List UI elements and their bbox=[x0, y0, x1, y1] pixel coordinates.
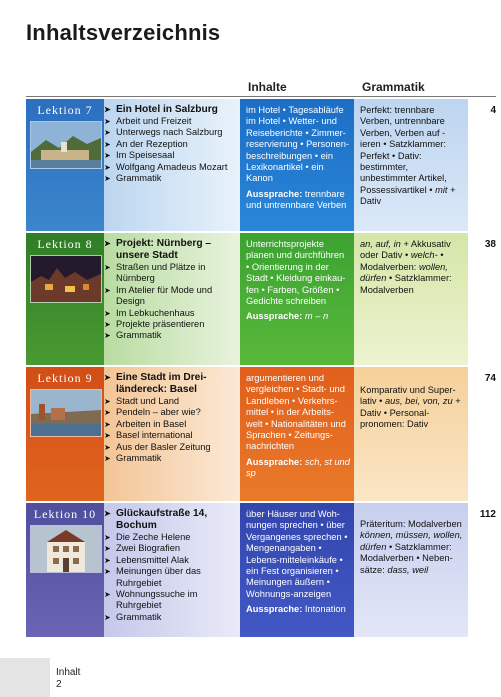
lesson-label: Lektion 7 bbox=[37, 103, 93, 117]
grammatik-text: Perfekt: trennbare Verben, untrennbare Verben, Verben auf -ieren • Satzklammer: Perfekt • Dativ: bestimmter, unbestimmter Artikel, Possessivartikel • bbox=[360, 105, 447, 195]
header-rule bbox=[26, 96, 496, 97]
topic-item: ➤ Basel international bbox=[104, 430, 193, 441]
lesson-row-8 bbox=[26, 233, 496, 365]
lesson-row-7 bbox=[26, 99, 496, 231]
arrow-icon: ➤ bbox=[104, 239, 111, 248]
lesson-heading: ➤ Ein Hotel in Salzburg bbox=[104, 104, 218, 115]
column-header-grammatik: Grammatik bbox=[362, 80, 425, 94]
arrow-icon: ➤ bbox=[104, 308, 111, 318]
arrow-icon: ➤ bbox=[104, 397, 111, 406]
topic-item: ➤ Grammatik bbox=[104, 453, 162, 464]
arrow-icon: ➤ bbox=[104, 509, 111, 518]
lesson-topics bbox=[104, 99, 240, 231]
lesson-photo bbox=[30, 389, 102, 437]
topic-item: ➤ Unterwegs nach Salzburg bbox=[104, 127, 223, 138]
grammatik-cell bbox=[354, 367, 468, 501]
aussprache: Aussprache: trennbare und untrennbare Verben bbox=[246, 188, 347, 211]
arrow-icon: ➤ bbox=[104, 139, 111, 149]
topic-item: ➤ Arbeit und Freizeit bbox=[104, 116, 192, 126]
topic-item: ➤ Wolfgang Amadeus Mozart bbox=[104, 161, 228, 172]
arrow-icon: ➤ bbox=[104, 174, 111, 184]
arrow-icon: ➤ bbox=[104, 162, 111, 172]
arrow-icon: ➤ bbox=[104, 373, 111, 382]
arrow-icon: ➤ bbox=[104, 285, 111, 295]
aussprache: Aussprache: sch, st und sp bbox=[246, 456, 350, 479]
arrow-icon: ➤ bbox=[104, 117, 111, 126]
page-title: Inhaltsverzeichnis bbox=[26, 20, 221, 45]
arrow-icon: ➤ bbox=[104, 555, 111, 565]
topic-item: ➤ Pendeln – aber wie? bbox=[104, 407, 201, 418]
lesson-thumbnail bbox=[26, 367, 104, 501]
page-number: 74 bbox=[484, 373, 496, 384]
lesson-thumbnail bbox=[26, 503, 104, 637]
topic-item: ➤ Im Lebkuchenhaus bbox=[104, 307, 195, 318]
arrow-icon: ➤ bbox=[104, 320, 111, 330]
topic-item: ➤ Im Atelier für Mode und Design bbox=[104, 284, 213, 307]
arrow-icon: ➤ bbox=[104, 419, 111, 429]
lesson-thumbnail bbox=[26, 233, 104, 365]
aussprache: Aussprache: Intonation bbox=[246, 604, 346, 615]
topic-item: ➤ Grammatik bbox=[104, 173, 162, 184]
grammatik-cell: Perfekt: trennbare Verben, untrennbare Verben, Verben auf -ieren • Satzklammer: Perfekt • Dativ: bestimmter, unbestimmter Artikel, Possessivartikel • mit + Dativ bbox=[354, 99, 468, 231]
inhalte-text: Unterrichtsprojekte planen und durchführen • Orientierung in der Stadt • Kleidung einkau-fen • Farben, Größen • Gedichte schreiben bbox=[246, 239, 346, 307]
footer-label: Inhalt bbox=[56, 667, 81, 678]
topic-item: ➤ Grammatik bbox=[104, 330, 162, 341]
topic-item: ➤ Aus der Basler Zeitung bbox=[104, 441, 211, 452]
topic-item: ➤ Zwei Biografien bbox=[104, 543, 181, 554]
footer-page-number: 2 bbox=[56, 679, 62, 690]
topic-item: ➤ Stadt und Land bbox=[104, 396, 180, 406]
arrow-icon: ➤ bbox=[104, 431, 111, 441]
grammatik-cell bbox=[354, 503, 468, 637]
lesson-row-9 bbox=[26, 367, 496, 501]
topic-item: ➤ Meinungen über das Ruhrgebiet bbox=[104, 566, 201, 588]
lesson-heading: ➤ Eine Stadt im Drei-ländereck: Basel bbox=[104, 372, 207, 395]
arrow-icon: ➤ bbox=[104, 331, 111, 341]
topic-item: ➤ Die Zeche Helene bbox=[104, 532, 191, 542]
inhalte-cell bbox=[240, 233, 354, 365]
inhalte-text: argumentieren und vergleichen • Stadt- und Landleben • Verkehrs-mittel • in der Arbeits-welt • Nationalitäten und Sprachen • Zeitungs-nachrichten bbox=[246, 373, 346, 452]
footer bbox=[56, 667, 80, 691]
grammatik-text: Komparativ und Super-lativ • aus, bei, von, zu + Dativ • Personal-pronomen: Dativ bbox=[360, 385, 461, 430]
topic-item: ➤ Projekte präsentieren bbox=[104, 319, 205, 330]
arrow-icon: ➤ bbox=[104, 442, 111, 452]
lesson-topics bbox=[104, 233, 240, 365]
inhalte-cell bbox=[240, 367, 354, 501]
inhalte-text: im Hotel • Tagesabläufe im Hotel • Wetter- und Reiseberichte • Zimmer-reservierung • Personen-beschreibungen • ein Lexikonartikel • ein Kanon bbox=[246, 105, 349, 184]
lesson-label: Lektion 10 bbox=[33, 507, 97, 521]
topic-item: ➤ Arbeiten in Basel bbox=[104, 418, 187, 429]
inhalte-text: über Häuser und Woh-nungen sprechen • über Vergangenes sprechen • Mengenangaben • Lebens-mitteleinkäufe • ein Fest organisieren • Meinungen äußern • Wohnungs-anzeigen bbox=[246, 509, 348, 599]
topic-item: ➤ Im Speisesaal bbox=[104, 150, 175, 161]
arrow-icon: ➤ bbox=[104, 567, 111, 577]
lesson-heading: ➤ Glückaufstraße 14, Bochum bbox=[104, 508, 208, 531]
lesson-topics bbox=[104, 367, 240, 501]
arrow-icon: ➤ bbox=[104, 590, 111, 600]
arrow-icon: ➤ bbox=[104, 408, 111, 418]
arrow-icon: ➤ bbox=[104, 454, 111, 464]
lesson-label: Lektion 8 bbox=[37, 237, 93, 251]
arrow-icon: ➤ bbox=[104, 612, 111, 622]
inhalte-cell bbox=[240, 503, 354, 637]
arrow-icon: ➤ bbox=[104, 533, 111, 542]
aussprache: Aussprache: m – n bbox=[246, 311, 329, 322]
arrow-icon: ➤ bbox=[104, 544, 111, 554]
grammatik-text: Präteritum: Modalverben können, müssen, wollen, dürfen • Satzklammer: Modalverben • Neben-sätze: dass, weil bbox=[360, 519, 463, 575]
arrow-icon: ➤ bbox=[104, 105, 111, 114]
lesson-label: Lektion 9 bbox=[37, 371, 93, 385]
lesson-thumbnail bbox=[26, 99, 104, 231]
grammatik-cell: an, auf, in + Akkusativ oder Dativ • welch- • Modalverben: wollen, dürfen • Satzklammer: Modalverben bbox=[354, 233, 468, 365]
lesson-topics bbox=[104, 503, 240, 637]
arrow-icon: ➤ bbox=[104, 263, 111, 272]
topic-item: ➤ Grammatik bbox=[104, 611, 162, 622]
lesson-photo bbox=[30, 121, 102, 169]
arrow-icon: ➤ bbox=[104, 128, 111, 138]
lesson-row-10 bbox=[26, 503, 496, 637]
topic-item: ➤ Lebensmittel Alak bbox=[104, 554, 189, 565]
page-number: 112 bbox=[479, 509, 496, 520]
footer-box bbox=[0, 658, 50, 697]
page-number: 4 bbox=[490, 105, 496, 116]
lesson-photo bbox=[30, 255, 102, 303]
lesson-photo bbox=[30, 525, 102, 573]
arrow-icon: ➤ bbox=[104, 151, 111, 161]
topic-item: ➤ Wohnungssuche im Ruhrgebiet bbox=[104, 589, 198, 611]
lesson-heading: ➤ Projekt: Nürnberg – unsere Stadt bbox=[104, 238, 212, 261]
inhalte-cell bbox=[240, 99, 354, 231]
column-header-inhalte: Inhalte bbox=[248, 80, 287, 94]
page-number: 38 bbox=[484, 239, 496, 250]
topic-item: ➤ An der Rezeption bbox=[104, 138, 188, 149]
topic-item: ➤ Straßen und Plätze in Nürnberg bbox=[104, 262, 206, 284]
